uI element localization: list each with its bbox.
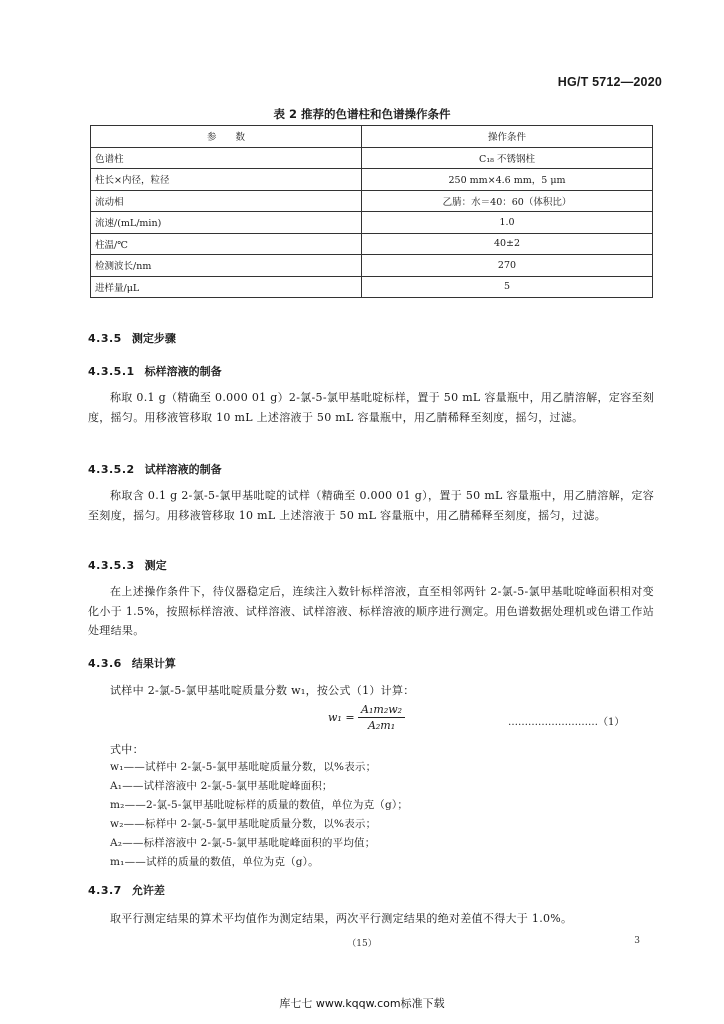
where-item: w₁——试样中 2-氯-5-氯甲基吡啶质量分数，以%表示； <box>110 761 377 773</box>
paragraph-standard-solution: 称取 0.1 g（精确至 0.000 01 g）2-氯-5-氯甲基吡啶标样，置于 50 mL 容量瓶中，用乙腈溶解，定容至刻度，摇匀。用移液管移取 10 mL 上述溶液于 50 mL 容量瓶中，用乙腈稀释至刻度，摇匀，过滤。 <box>88 391 654 424</box>
footer-center: （15） <box>347 939 377 949</box>
where-item: A₂——标样溶液中 2-氯-5-氯甲基吡啶峰面积的平均值； <box>110 837 376 849</box>
value-cell: 270 <box>362 255 653 277</box>
table-row <box>91 233 653 255</box>
value-cell: 1.0 <box>362 212 653 234</box>
formula-label: （1） <box>598 717 625 728</box>
section-number: 4.3.5.2 <box>88 463 135 476</box>
column-header: 参 数 <box>91 126 362 148</box>
table-row <box>91 276 653 298</box>
table-header-row <box>91 126 653 148</box>
section-title: 允许差 <box>131 884 165 897</box>
paragraph-sample-solution: 称取含 0.1 g 2-氯-5-氯甲基吡啶的试样（精确至 0.000 01 g），置于 50 mL 容量瓶中，用乙腈溶解，定容至刻度，摇匀。用移液管移取 10 mL 上述溶液于 50 mL 容量瓶中，用乙腈稀释至刻度，摇匀，过滤。 <box>88 489 654 522</box>
paragraph-determination: 在上述操作条件下，待仪器稳定后，连续注入数针标样溶液，直至相邻两针 2-氯-5-氯甲基吡啶峰面积相对变化小于 1.5%，按照标样溶液、试样溶液、试样溶液、标样溶液的顺序进行测定。用色谱数据处理机或色谱工作站处理结果。 <box>88 585 654 637</box>
formula-numerator: A₁m₂w₂ <box>358 703 405 718</box>
section-number: 4.3.5.1 <box>88 365 135 378</box>
param-cell: 色谱柱 <box>91 147 362 169</box>
value-cell: 5 <box>362 276 653 298</box>
formula-number <box>508 713 624 728</box>
section-title: 测定步骤 <box>131 332 176 345</box>
table-row <box>91 147 653 169</box>
section-number: 4.3.5 <box>88 332 122 345</box>
formula-lhs: w₁ = <box>328 711 355 724</box>
param-cell: 流动相 <box>91 190 362 212</box>
param-cell: 进样量/μL <box>91 276 362 298</box>
section-heading-4-3-6 <box>88 655 176 671</box>
value-cell: 250 mm×4.6 mm，5 μm <box>362 169 653 191</box>
formula-fraction <box>358 703 405 732</box>
paragraph-tolerance: 取平行测定结果的算术平均值作为测定结果，两次平行测定结果的绝对差值不得大于 1.0%。 <box>110 912 573 925</box>
table-row <box>91 190 653 212</box>
parameters-table <box>90 125 653 298</box>
formula-1 <box>328 703 405 732</box>
table-title: 表 2 推荐的色谱柱和色谱操作条件 <box>273 107 451 121</box>
formula-dots: ……………………… <box>508 717 598 728</box>
param-cell: 流速/(mL/min) <box>91 212 362 234</box>
value-cell: 乙腈：水＝40：60（体积比） <box>362 190 653 212</box>
formula-denominator: A₂m₁ <box>367 719 396 732</box>
column-header: 操作条件 <box>362 126 653 148</box>
section-title: 标样溶液的制备 <box>144 365 222 378</box>
param-cell: 柱长×内径，粒径 <box>91 169 362 191</box>
value-cell: C₁₈ 不锈钢柱 <box>362 147 653 169</box>
value-cell: 40±2 <box>362 233 653 255</box>
where-item: A₁——试样溶液中 2-氯-5-氯甲基吡啶峰面积； <box>110 780 333 792</box>
table-row <box>91 212 653 234</box>
param-cell: 检测波长/nm <box>91 255 362 277</box>
table-row <box>91 255 653 277</box>
where-item: m₂——2-氯-5-氯甲基吡啶标样的质量的数值，单位为克（g）； <box>110 799 409 811</box>
where-label: 式中： <box>110 743 144 756</box>
standard-code: HG/T 5712—2020 <box>557 75 662 89</box>
param-cell: 柱温/℃ <box>91 233 362 255</box>
section-heading-4-3-5-2 <box>88 461 222 477</box>
where-item: w₂——标样中 2-氯-5-氯甲基吡啶质量分数，以%表示； <box>110 818 377 830</box>
section-title: 试样溶液的制备 <box>144 463 222 476</box>
section-number: 4.3.5.3 <box>88 559 135 572</box>
where-item: m₁——试样的质量的数值，单位为克（g）。 <box>110 856 319 868</box>
page-number: 3 <box>634 936 640 946</box>
watermark-text: 库七七 www.kqqw.com标准下载 <box>279 997 445 1010</box>
section-heading-4-3-5-3 <box>88 557 167 573</box>
formula-intro: 试样中 2-氯-5-氯甲基吡啶质量分数 w₁，按公式（1）计算： <box>110 684 415 697</box>
section-heading-4-3-5-1 <box>88 363 222 379</box>
table-row <box>91 169 653 191</box>
section-title: 测定 <box>144 559 167 572</box>
section-title: 结果计算 <box>131 657 176 670</box>
section-heading-4-3-5 <box>88 330 176 346</box>
section-number: 4.3.6 <box>88 657 122 670</box>
section-heading-4-3-7 <box>88 882 165 898</box>
section-number: 4.3.7 <box>88 884 122 897</box>
